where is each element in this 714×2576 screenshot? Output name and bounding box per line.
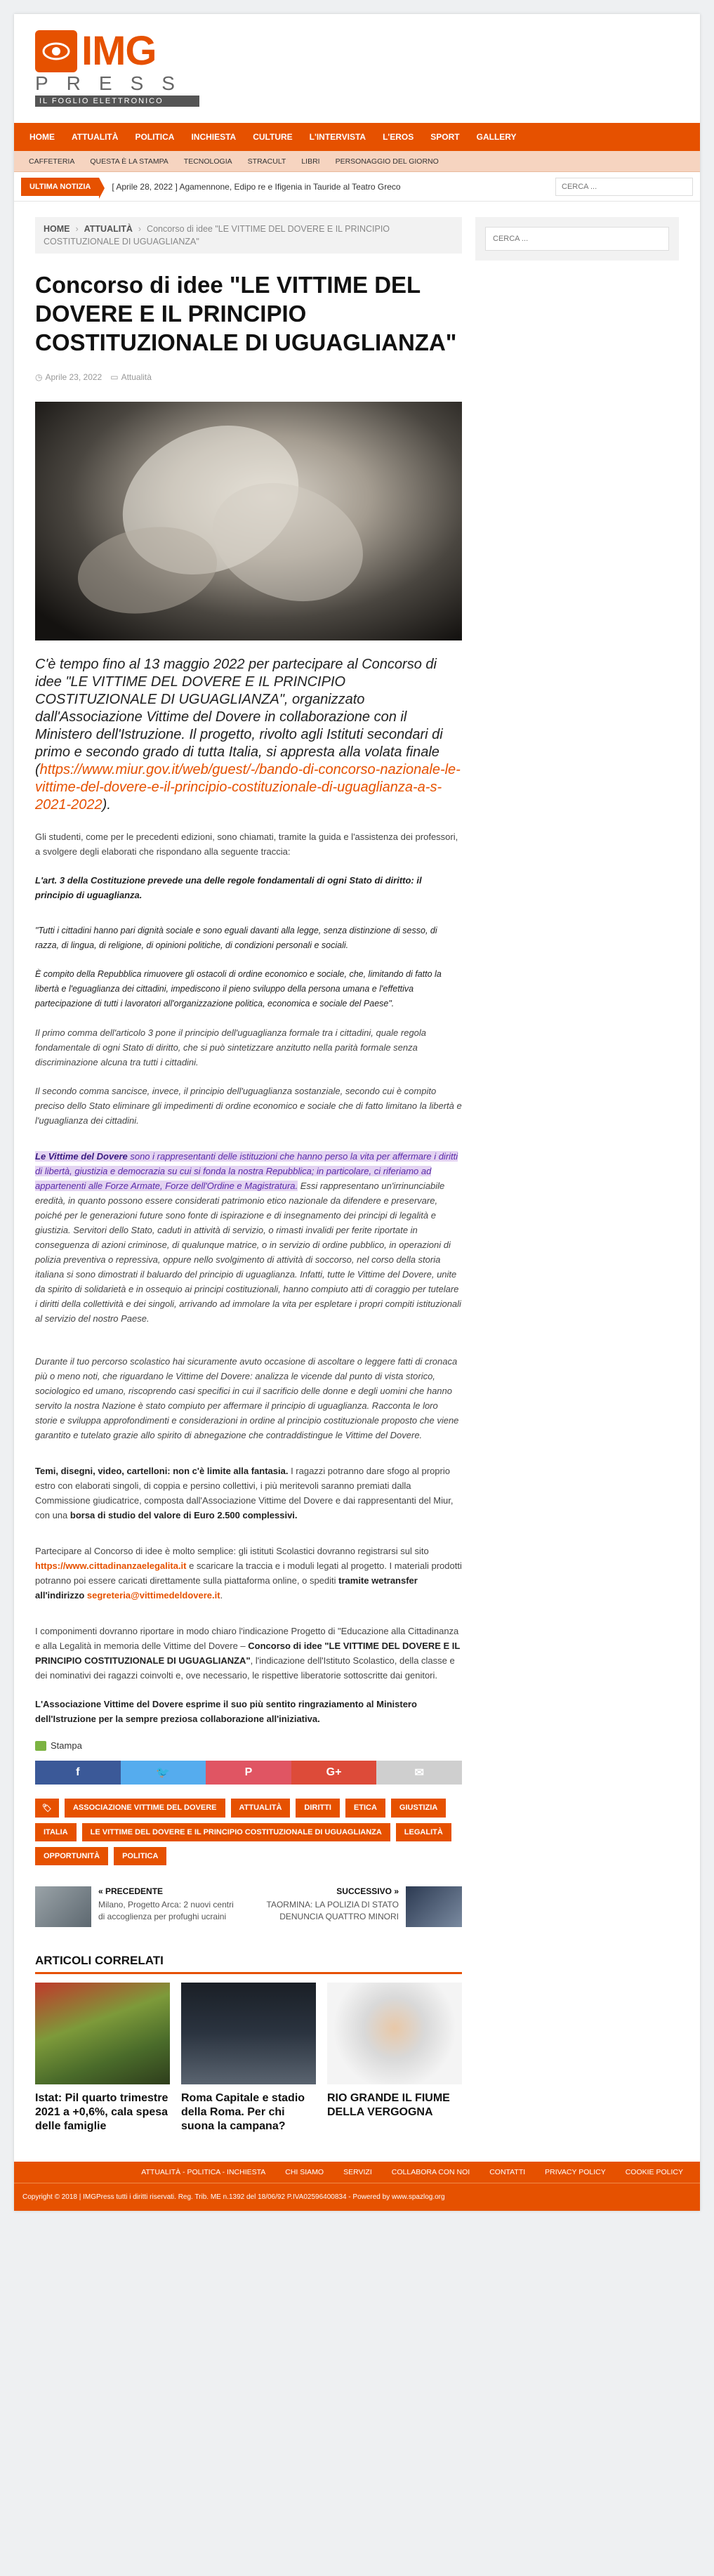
breadcrumb-current: Concorso di idee "LE VITTIME DEL DOVERE E IL PRINCIPIO COSTITUZIONALE DI UGUAGLIANZA" [44, 224, 390, 247]
print-button[interactable] [35, 1740, 462, 1751]
featured-image [35, 402, 462, 640]
article-date: Aprile 23, 2022 [45, 372, 103, 382]
google-plus-share-button[interactable] [291, 1761, 377, 1785]
componimenti-bold: Concorso di idee "LE VITTIME DEL DOVERE E IL PRINCIPIO COSTITUZIONALE DI UGUAGLIANZA" [35, 1641, 461, 1666]
news-ticker [14, 172, 700, 202]
partecipare-end: . [220, 1590, 223, 1601]
tag-link[interactable]: LEGALITÀ [396, 1823, 451, 1841]
subnav-personaggio[interactable]: PERSONAGGIO DEL GIORNO [335, 157, 439, 166]
next-title: TAORMINA: LA POLIZIA DI STATO DENUNCIA QUATTRO MINORI [266, 1900, 399, 1921]
logo-press-text: PRESS [35, 72, 193, 94]
nav-intervista[interactable]: L'INTERVISTA [309, 132, 366, 142]
tag-list [35, 1799, 462, 1871]
twitter-icon: 🐦 [156, 1767, 171, 1779]
email-icon: ✉ [414, 1767, 424, 1779]
tag-link[interactable]: GIUSTIZIA [391, 1799, 446, 1818]
previous-label: « PRECEDENTE [98, 1886, 164, 1896]
subnav-stracult[interactable]: STRACULT [247, 157, 286, 166]
next-post-link[interactable] [251, 1886, 462, 1927]
cittadinanza-link[interactable]: https://www.cittadinanzaelegalita.it [35, 1560, 187, 1571]
partecipare-text-a: Partecipare al Concorso di idee è molto semplice: gli istituti Scolastici dovranno registrarsi sul sito [35, 1546, 429, 1556]
nav-eros[interactable]: L'EROS [383, 132, 414, 142]
main-nav [14, 123, 700, 151]
fantasia-text: I ragazzi potranno dare sfogo al proprio estro con elaborati singoli, di coppia e persino collettivi, i più meritevoli saranno premiati dalla Commissione giudicatrice, composta dall'Associazione Vittime del Dovere e dai rappresentanti del Miur, con una [35, 1466, 454, 1520]
masthead [14, 14, 700, 123]
page-wrapper [14, 14, 700, 2211]
next-label: SUCCESSIVO » [336, 1886, 399, 1896]
email-share-button[interactable] [376, 1761, 462, 1785]
footer-nav-link[interactable]: COLLABORA CON NOI [391, 2168, 470, 2176]
paragraph-fantasia [35, 1464, 462, 1523]
tag-link[interactable]: ASSOCIAZIONE VITTIME DEL DOVERE [65, 1799, 225, 1818]
nav-culture[interactable]: CULTURE [253, 132, 293, 142]
eye-logo-icon [35, 30, 77, 72]
site-logo[interactable] [35, 30, 199, 107]
clock-icon: ◷ [35, 372, 43, 382]
print-label: Stampa [51, 1740, 82, 1751]
printer-icon [35, 1741, 46, 1751]
tag-link[interactable]: LE VITTIME DEL DOVERE E IL PRINCIPIO COSTITUZIONALE DI UGUAGLIANZA [82, 1823, 390, 1841]
footer-nav-link[interactable]: CONTATTI [489, 2168, 526, 2176]
twitter-share-button[interactable] [121, 1761, 206, 1785]
related-article[interactable] [327, 1983, 462, 2134]
footer-nav-link[interactable]: CHI SIAMO [285, 2168, 324, 2176]
vittime-rest: Essi rappresentano un'irrinunciabile eredità, in quanto possono essere considerati patrimonio etico nazionale da difendere e preservare, poiché per le generazioni future sono fonte di ispirazione e di insegnamento dei principi di legalità e giustizia. Servitori dello Stato, caduti in attività di servizio, o rimasti invalidi per ferite riportate in conseguenza di azioni criminose, di qualunque matrice, o in servizio di ordine pubblico, in operazioni di polizia preventiva o repressiva, oppure nello svolgimento di attività di soccorso, nel corso della storia italiana si sono dimostrati il baluardo del principio di uguaglianza. Infatti, tutte le Vittime del Dovere, unite da spirito di solidarietà e in ossequio ai principi costituzionali, hanno compiuto atti di coraggio per tutelare i diritti della collettività e dei singoli, arrivando ad immolare la vita per espletare i propri compiti istituzionali al servizio del nostro Paese. [35, 1181, 461, 1324]
related-article[interactable] [35, 1983, 170, 2134]
paragraph-ringraziamento: L'Associazione Vittime del Dovere esprime il suo più sentito ringraziamento al Ministero dell'Istruzione per la sempre preziosa collaborazione all'iniziativa. [35, 1699, 417, 1724]
paragraph-componimenti [35, 1624, 462, 1683]
related-title: Istat: Pil quarto trimestre 2021 a +0,6%, cala spesa delle famiglie [35, 2092, 168, 2132]
paragraph-students: Gli studenti, come per le precedenti edizioni, sono chiamati, tramite la guida e l'assistenza dei professori, a svolgere degli elaborati che rispondano alla seguente traccia: [35, 832, 458, 857]
footer-copyright: Copyright © 2018 | IMGPress tutti i diritti riservati. Reg. Trib. ME n.1392 del 18/06/92 P.IVA02596400834 - Powered by www.spazlog.org [14, 2183, 700, 2211]
borsa-bold: borsa di studio del valore di Euro 2.500 complessivi. [70, 1510, 298, 1520]
miur-link[interactable]: https://www.miur.gov.it/web/guest/-/bando-di-concorso-nazionale-le-vittime-del-dovere-e-il-principio-costituzionale-di-uguaglianza-a-s-2021-2022 [35, 762, 461, 813]
related-thumbnail [327, 1983, 462, 2084]
tag-icon: 🏷 [35, 1799, 59, 1818]
footer-nav-link[interactable]: SERVIZI [343, 2168, 372, 2176]
article-meta [35, 372, 462, 382]
previous-title: Milano, Progetto Arca: 2 nuovi centri di accoglienza per profughi ucraini [98, 1900, 234, 1921]
subnav-tecnologia[interactable]: TECNOLOGIA [183, 157, 232, 166]
share-bar [35, 1761, 462, 1785]
related-thumbnail [35, 1983, 170, 2084]
post-navigation [35, 1886, 462, 1927]
logo-tagline: IL FOGLIO ELETTRONICO [35, 96, 199, 107]
related-title: RIO GRANDE IL FIUME DELLA VERGOGNA [327, 2092, 450, 2118]
previous-post-thumbnail [35, 1886, 91, 1927]
article-title: Concorso di idee "LE VITTIME DEL DOVERE E IL PRINCIPIO COSTITUZIONALE DI UGUAGLIANZA" [35, 272, 457, 355]
ticker-headline[interactable]: [ Aprile 28, 2022 ] Agamennone, Edipo re e Ifigenia in Tauride al Teatro Greco [112, 181, 401, 192]
quote-2: È compito della Repubblica rimuovere gli ostacoli di ordine economico e sociale, che, limitando di fatto la libertà e l'eguaglianza dei cittadini, impediscono il pieno sviluppo della persona umana e l'effettiva partecipazione di tutti i lavoratori all'organizzazione politica, economica e sociale del Paese". [35, 969, 442, 1008]
footer-nav-link[interactable]: COOKIE POLICY [625, 2168, 683, 2176]
sidebar [475, 217, 679, 2162]
email-link[interactable]: segreteria@vittimedeldovere.it [86, 1590, 220, 1601]
subnav-caffeteria[interactable]: CAFFETERIA [29, 157, 75, 166]
breadcrumb-home[interactable]: HOME [44, 224, 70, 234]
article-main [35, 217, 462, 2162]
paragraph-comma2: Il secondo comma sancisce, invece, il principio dell'uguaglianza sostanziale, secondo cui è compito preciso dello Stato eliminare gli impedimenti di ordine economico e sociale che di fatto limitano la libertà e l'uguaglianza dei cittadini. [35, 1086, 462, 1126]
tag-link[interactable]: OPPORTUNITÀ [35, 1847, 108, 1865]
footer-nav-link[interactable]: ATTUALITÀ - POLITICA - INCHIESTA [141, 2168, 266, 2176]
tag-link[interactable]: ITALIA [35, 1823, 77, 1841]
breadcrumb [35, 217, 462, 254]
facebook-share-button[interactable] [35, 1761, 121, 1785]
nav-inchiesta[interactable]: INCHIESTA [191, 132, 237, 142]
vittime-highlight: sono i rappresentanti delle istituzioni che hanno perso la vita per affermare i diritti di libertà, giustizia e democrazia su cui si fonda la nostra Repubblica; in particolare, ci riferiamo ad appartenenti alle Forze Armate, Forze dell'Ordine e Magistratura. [35, 1151, 458, 1191]
wetransfer-bold: tramite wetransfer all'indirizzo [35, 1575, 418, 1601]
partecipare-text-b: e scaricare la traccia e i moduli legati al progetto. I materiali prodotti potranno poi essere caricati direttamente sulla piattaforma online, o spediti [35, 1560, 462, 1586]
breadcrumb-section[interactable]: ATTUALITÀ [84, 224, 133, 234]
related-articles [35, 1983, 462, 2162]
componimenti-text-a: I componimenti dovranno riportare in modo chiaro l'indicazione Progetto di "Educazione alla Cittadinanza e alla Legalità in memoria delle Vittime del Dovere – [35, 1626, 459, 1651]
related-thumbnail [181, 1983, 316, 2084]
lead-text: C'è tempo fino al 13 maggio 2022 per partecipare al Concorso di idee "LE VITTIME DEL DOVERE E IL PRINCIPIO COSTITUZIONALE DI UGUAGLIANZA", organizzato dall'Associazione Vittime del Dovere in collaborazione con il Ministero dell'Istruzione. Il progetto, rivolto agli Istituti secondari di primo e secondo grado di tutta Italia, si appresta alla volata finale ( [35, 657, 443, 777]
previous-post-link[interactable] [35, 1886, 246, 1927]
paragraph-percorso: Durante il tuo percorso scolastico hai sicuramente avuto occasione di ascoltare o leggere fatti di cronaca più o meno noti, che riguardano le Vittime del Dovere: analizza le vicende dal punto di vista storico, sociologico ed umano, riscoprendo casi specifici in cui il sacrificio delle donne e degli uomini che hanno servito la nostra Nazione è stato compiuto per affermare il principio di uguaglianza. Racconta le loro storie e sviluppa approfondimenti e considerazioni in ordine al principio costituzionale proposto che viene garantito e tutelato grazie allo spirito di abnegazione che contraddistingue le Vittime del Dovere. [35, 1356, 459, 1440]
paragraph-partecipare [35, 1544, 462, 1603]
tag-link[interactable]: POLITICA [114, 1847, 166, 1865]
paragraph-vittime [35, 1149, 462, 1326]
nav-home[interactable]: HOME [29, 132, 55, 142]
quote-1: "Tutti i cittadini hanno pari dignità sociale e sono eguali davanti alla legge, senza distinzione di sesso, di razza, di lingua, di religione, di opinioni politiche, di condizioni personali e sociali. [35, 926, 437, 950]
lead-end: ). [102, 797, 111, 813]
logo-main-text: IMG [81, 28, 157, 74]
nav-attualita[interactable]: ATTUALITÀ [72, 132, 119, 142]
next-post-thumbnail [406, 1886, 462, 1927]
breadcrumb-separator-icon: › [138, 224, 142, 234]
vittime-bold: Le Vittime del Dovere [35, 1151, 128, 1162]
breadcrumb-separator-icon: › [75, 224, 79, 234]
nav-politica[interactable]: POLITICA [135, 132, 175, 142]
related-heading: ARTICOLI CORRELATI [35, 1954, 462, 1974]
paragraph-comma1: Il primo comma dell'articolo 3 pone il principio dell'uguaglianza formale tra i cittadini, quale regola fondamentale di ogni Stato di diritto, che si può sintetizzare anzitutto nella parità formale senza discriminazione alcuna tra tutti i cittadini. [35, 1027, 427, 1067]
pinterest-share-button[interactable] [206, 1761, 291, 1785]
subnav-libri[interactable]: LIBRI [301, 157, 320, 166]
article-body [35, 829, 462, 1726]
facebook-icon: f [76, 1766, 80, 1778]
fantasia-bold: Temi, disegni, video, cartelloni: non c'è limite alla fantasia. [35, 1466, 289, 1476]
sub-nav [14, 151, 700, 172]
footer-nav-link[interactable]: PRIVACY POLICY [545, 2168, 606, 2176]
componimenti-text-b: , l'indicazione dell'Istituto Scolastico, della classe e dei nominativi dei ragazzi coinvolti e, ove necessario, le rispettive liberatorie sottoscritte dai genitori. [35, 1655, 455, 1681]
tag-link[interactable]: ETICA [345, 1799, 385, 1818]
footer-nav [14, 2162, 700, 2183]
google-plus-icon: G+ [326, 1766, 342, 1778]
article-category[interactable]: Attualità [121, 372, 152, 382]
subnav-stampa[interactable]: QUESTA È LA STAMPA [90, 157, 168, 166]
sidebar-search-input[interactable] [485, 227, 669, 251]
ticker-label: ULTIMA NOTIZIA [21, 178, 99, 196]
header-search-input[interactable] [555, 178, 693, 196]
related-article[interactable] [181, 1983, 316, 2134]
tag-link[interactable]: ATTUALITÀ [231, 1799, 291, 1818]
content-area [14, 202, 700, 2162]
pinterest-icon: P [244, 1766, 253, 1778]
related-title: Roma Capitale e stadio della Roma. Per chi suona la campana? [181, 2092, 305, 2132]
nav-sport[interactable]: SPORT [430, 132, 460, 142]
nav-gallery[interactable]: GALLERY [476, 132, 517, 142]
folder-icon: ▭ [110, 372, 119, 382]
article-lead [35, 656, 462, 814]
tag-link[interactable]: DIRITTI [296, 1799, 340, 1818]
paragraph-art3: L'art. 3 della Costituzione prevede una delle regole fondamentali di ogni Stato di diritto: il principio di uguaglianza. [35, 875, 422, 900]
sidebar-search-box [475, 217, 679, 261]
